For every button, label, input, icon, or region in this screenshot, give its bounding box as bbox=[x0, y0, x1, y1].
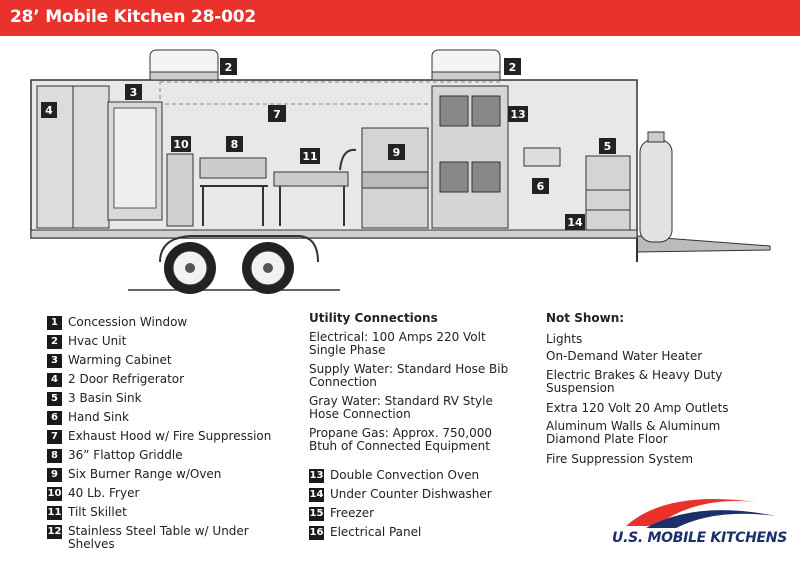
svg-text:3: 3 bbox=[129, 86, 138, 99]
hand-sink bbox=[524, 148, 560, 166]
svg-text:11: 11 bbox=[302, 150, 318, 163]
callout-7 bbox=[268, 105, 286, 122]
svg-text:5: 5 bbox=[603, 140, 612, 153]
callout-10 bbox=[171, 136, 191, 152]
utility-title: Utility Connections bbox=[309, 311, 438, 325]
svg-text:13: 13 bbox=[510, 108, 526, 121]
utility-item: Electrical: 100 Amps 220 Volt Single Phase bbox=[309, 330, 486, 357]
trailer-diagram bbox=[0, 36, 800, 306]
callout-5 bbox=[599, 138, 616, 154]
svg-text:4: 4 bbox=[45, 104, 53, 117]
callout-13 bbox=[508, 106, 528, 122]
legend-equipment-2: 13 Double Convection Oven 14 Under Counter Dishwasher 15 Freezer 16 Electrical Panel bbox=[309, 468, 492, 539]
svg-text:10: 10 bbox=[173, 138, 189, 151]
callout-2-right bbox=[504, 58, 521, 75]
svg-text:6: 6 bbox=[536, 180, 545, 193]
legend-equipment: 1 Concession Window 2 Hvac Unit 3 Warming Cabinet 4 2 Door Refrigerator 5 3 Basin Sink 6 Hand Sink 7 Exhaust Hood w/ Fire Suppression 8 36” Flattop Griddle 9 Six Burner Range w/Oven 10 40 Lb. Fryer 11 Tilt Skillet 12 Stainless Steel Table w/ Under Shelves bbox=[47, 315, 272, 551]
tilt-skillet bbox=[274, 172, 348, 186]
svg-text:9: 9 bbox=[392, 146, 401, 159]
not-shown-item: Extra 120 Volt 20 Amp Outlets bbox=[546, 401, 729, 415]
wheel-front bbox=[164, 242, 216, 294]
callout-11 bbox=[300, 148, 320, 164]
callout-2-left bbox=[220, 58, 237, 75]
svg-text:8: 8 bbox=[230, 138, 239, 151]
not-shown bbox=[546, 311, 791, 471]
not-shown-item: Fire Suppression System bbox=[546, 452, 694, 466]
wheel-rear bbox=[242, 242, 294, 294]
svg-text:2: 2 bbox=[508, 61, 517, 74]
propane-tank bbox=[640, 140, 672, 242]
griddle bbox=[200, 158, 266, 178]
basin-sink bbox=[586, 156, 630, 230]
svg-text:14: 14 bbox=[567, 216, 583, 229]
fryer bbox=[167, 154, 193, 226]
utility-item: Propane Gas: Approx. 750,000 Btuh of Connected Equipment bbox=[309, 426, 493, 453]
utility-connections bbox=[309, 311, 529, 461]
callout-6 bbox=[532, 178, 549, 194]
not-shown-title: Not Shown: bbox=[546, 311, 625, 325]
callout-9 bbox=[388, 144, 405, 160]
utility-item: Gray Water: Standard RV Style Hose Connection bbox=[309, 394, 493, 421]
callout-3 bbox=[125, 84, 142, 100]
not-shown-item: Electric Brakes & Heavy Duty Suspension bbox=[546, 368, 723, 395]
utility-item: Supply Water: Standard Hose Bib Connection bbox=[309, 362, 509, 389]
svg-text:7: 7 bbox=[273, 108, 281, 121]
logo-swoosh bbox=[606, 492, 786, 532]
not-shown-item: On-Demand Water Heater bbox=[546, 349, 703, 363]
svg-text:2: 2 bbox=[224, 61, 233, 74]
not-shown-item: Lights bbox=[546, 332, 583, 346]
callout-14 bbox=[565, 214, 585, 230]
callout-8 bbox=[226, 136, 243, 152]
not-shown-item: Aluminum Walls & Aluminum Diamond Plate Floor bbox=[546, 419, 721, 446]
logo-text: U.S. MOBILE KITCHENS bbox=[612, 530, 787, 546]
callout-4 bbox=[41, 102, 57, 118]
trailer-floor bbox=[31, 230, 637, 238]
page-title: 28’ Mobile Kitchen 28-002 bbox=[10, 7, 256, 27]
header-bar bbox=[0, 0, 800, 36]
